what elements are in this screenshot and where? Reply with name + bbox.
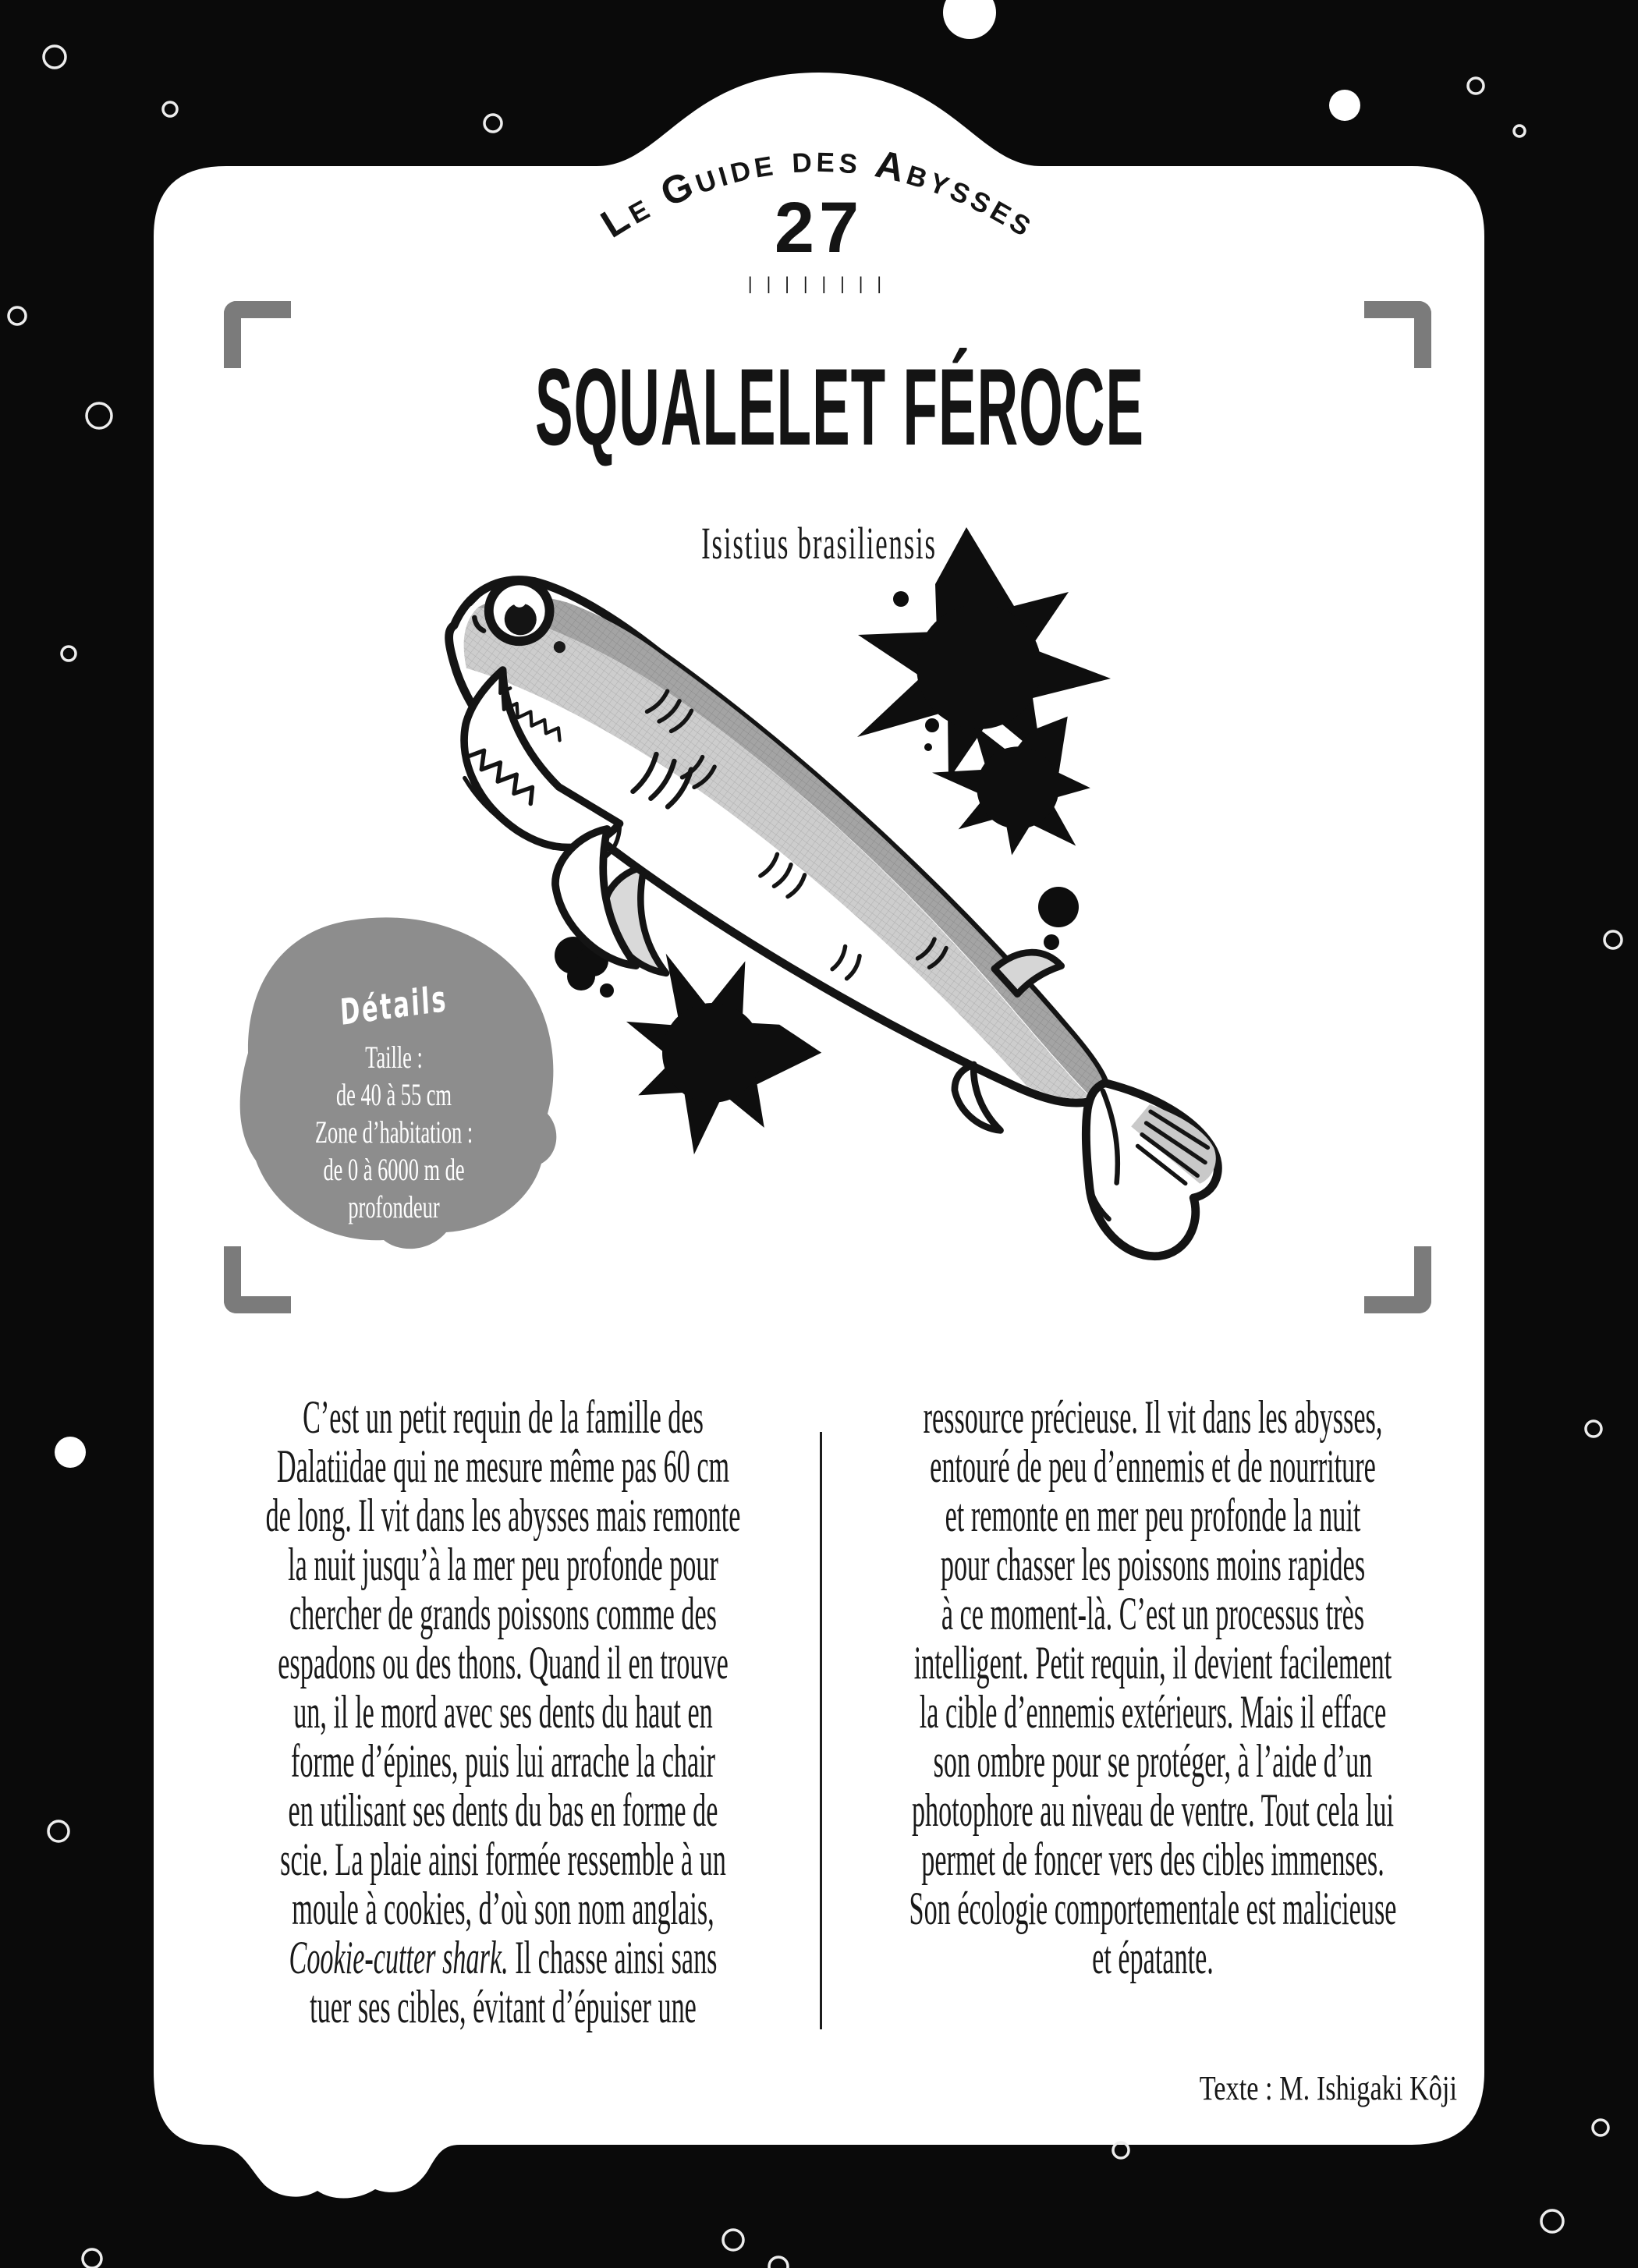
bubble xyxy=(1329,90,1360,121)
bubble xyxy=(55,1437,86,1468)
article-line: la nuit jusqu’à la mer peu profonde pour xyxy=(288,1539,718,1590)
article-line: permet de foncer vers des cibles immenses. xyxy=(921,1834,1384,1885)
ink-dot xyxy=(924,743,932,751)
article-line: C’est un petit requin de la famille des xyxy=(303,1391,704,1443)
frame-bracket-top-right xyxy=(1364,301,1431,368)
article-left-column xyxy=(187,1393,818,2032)
details-line: profondeur xyxy=(348,1189,440,1224)
article-line: Dalatiidae qui ne mesure même pas 60 cm xyxy=(276,1441,730,1492)
article-line: et remonte en mer peu profonde la nuit xyxy=(945,1490,1361,1541)
article-right-column xyxy=(837,1393,1468,1983)
article-line: chercher de grands poissons comme des xyxy=(289,1588,717,1639)
article-line: Son écologie comportementale est malicieuse xyxy=(909,1883,1397,1934)
details-line: Taille : xyxy=(365,1040,423,1075)
article-line: la cible d’ennemis extérieurs. Mais il efface xyxy=(919,1686,1387,1738)
series-title-text: Le Guide des Abysses xyxy=(593,136,1045,246)
article-line: un, il le mord avec ses dents du haut en xyxy=(293,1686,713,1738)
article-line-with-italic xyxy=(187,1933,818,1983)
article-line: intelligent. Petit requin, il devient facilement xyxy=(913,1637,1392,1689)
details-panel xyxy=(250,976,538,1226)
article-line: scie. La plaie ainsi formée ressemble à un xyxy=(280,1834,726,1885)
article-line: forme d’épines, puis lui arrache la chair xyxy=(290,1735,716,1787)
scientific-name: Isistius brasiliensis xyxy=(701,518,937,569)
article-line: en utilisant ses dents du bas en forme de xyxy=(288,1784,718,1836)
article-line: moule à cookies, d’où son nom anglais, xyxy=(292,1883,714,1934)
article-line: de long. Il vit dans les abysses mais remonte xyxy=(265,1490,741,1541)
tick-marks: |||||||| xyxy=(745,275,893,293)
ink-splat-small-icon xyxy=(615,951,829,1165)
details-line: Zone d’habitation : xyxy=(314,1115,473,1150)
article-line: son ombre pour se protéger, à l’aide d’un xyxy=(933,1735,1373,1787)
ink-blob-tail xyxy=(1038,887,1079,950)
english-name-italic: Cookie-cutter shark. xyxy=(289,1932,509,1983)
column-divider xyxy=(820,1432,822,2029)
ink-dot xyxy=(925,718,939,732)
frame-bracket-top-left xyxy=(224,301,291,368)
article-line-rest: Il chasse ainsi sans xyxy=(508,1932,718,1983)
species-title: SQUALELET FÉROCE xyxy=(535,346,1145,468)
article-line: et épatante. xyxy=(1092,1932,1214,1983)
page-number: 27 xyxy=(774,188,864,268)
article-line: à ce moment-là. C’est un processus très xyxy=(941,1588,1365,1639)
article-line: pour chasser les poissons moins rapides xyxy=(940,1539,1366,1590)
ink-dot xyxy=(893,591,909,607)
details-heading: Détails xyxy=(339,976,449,1034)
details-line: de 40 à 55 cm xyxy=(335,1077,452,1112)
article-line: entouré de peu d’ennemis et de nourriture xyxy=(930,1441,1376,1492)
article-line: espadons ou des thons. Quand il en trouve xyxy=(278,1637,729,1689)
author-credit: Texte : M. Ishigaki Kôji xyxy=(1199,2069,1457,2107)
article-line: photophore au niveau de ventre. Tout cela lui xyxy=(911,1784,1395,1836)
details-line: de 0 à 6000 m de xyxy=(323,1152,465,1187)
article-line: ressource précieuse. Il vit dans les abysses, xyxy=(923,1391,1383,1443)
article-line: tuer ses cibles, évitant d’épuiser une xyxy=(310,1981,697,2032)
